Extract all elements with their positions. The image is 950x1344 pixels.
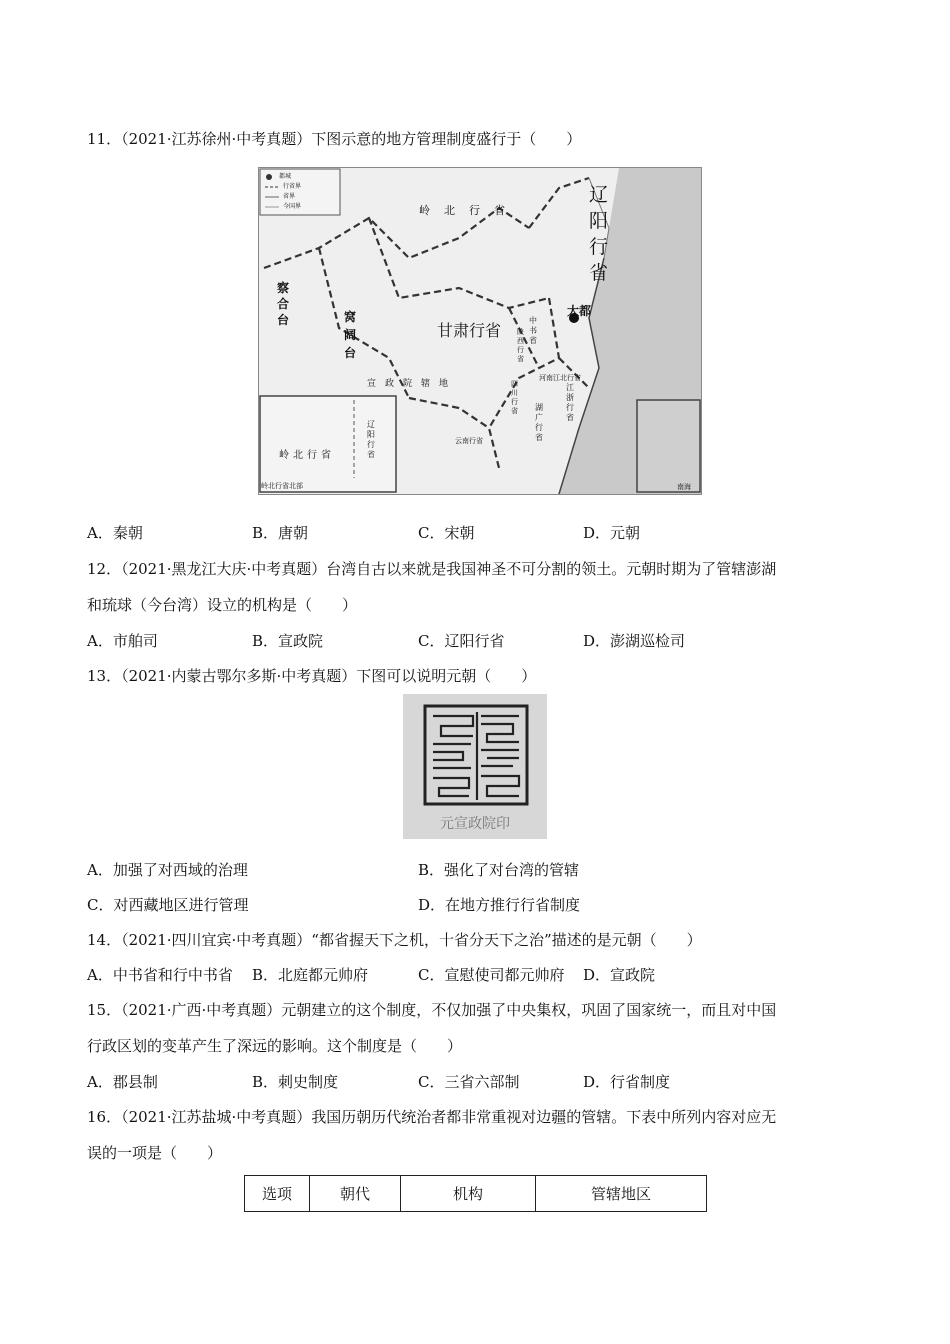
question-11-stem: 11．（2021·江苏徐州·中考真题）下图示意的地方管理制度盛行于（ ）: [87, 130, 582, 148]
q12-option-c[interactable]: C．辽阳行省: [418, 632, 505, 650]
q13-option-d[interactable]: D．在地方推行行省制度: [418, 896, 581, 914]
q13-option-b[interactable]: B．强化了对台湾的管辖: [418, 861, 580, 879]
q11-option-b[interactable]: B．唐朝: [252, 524, 309, 542]
xuanzhengyuan-seal-image: [403, 694, 547, 839]
map-label-chahetai: 察合台: [277, 281, 290, 327]
map-label-inset-lingbei: 岭北行省: [279, 450, 335, 461]
question-16-stem-line2: 误的一项是（ ）: [87, 1144, 223, 1162]
q11-option-a[interactable]: A．秦朝: [87, 524, 143, 542]
question-12-stem-line1: 12．（2021·黑龙江大庆·中考真题）台湾自古以来就是我国神圣不可分割的领土。元朝时期为了管辖澎湖: [87, 560, 777, 578]
q15-option-a[interactable]: A．郡县制: [87, 1073, 158, 1091]
map-label-inset-liaoyang: 辽阳行省: [367, 420, 375, 459]
q12-option-b[interactable]: B．宣政院: [252, 632, 324, 650]
map-label-lingbei: 岭北行省: [419, 204, 519, 217]
map-label-wotai: 窝阔台: [344, 310, 357, 360]
table-header-region: 管辖地区: [536, 1176, 707, 1212]
q15-option-c[interactable]: C．三省六部制: [418, 1073, 520, 1091]
map-label-liaoyang: 辽阳行省: [589, 184, 609, 284]
map-legend-4: 今国界: [283, 203, 302, 210]
question-15-stem-line1: 15．（2021·广西·中考真题）元朝建立的这个制度，不仅加强了中央集权，巩固了国家统一，而且对中国: [87, 1001, 777, 1019]
question-15-stem-line2: 行政区划的变革产生了深远的影响。这个制度是（ ）: [87, 1037, 463, 1055]
q13-option-c[interactable]: C．对西藏地区进行管理: [87, 896, 249, 914]
table-header-institution: 机构: [401, 1176, 536, 1212]
map-label-jiangzhe: 江浙行省: [566, 383, 574, 422]
map-label-sichuan: 四川行省: [511, 380, 518, 415]
q15-option-d[interactable]: D．行省制度: [583, 1073, 671, 1091]
q14-option-c[interactable]: C．宣慰使司都元帅府: [418, 966, 565, 984]
q11-option-d[interactable]: D．元朝: [583, 524, 641, 542]
q11-option-c[interactable]: C．宋朝: [418, 524, 475, 542]
q15-option-b[interactable]: B．刺史制度: [252, 1073, 339, 1091]
question-14-stem: 14．（2021·四川宜宾·中考真题）“都省握天下之机，十省分天下之治”描述的是元朝（ ）: [87, 931, 702, 949]
map-label-inset-title: 岭北行省北部: [261, 482, 303, 490]
question-13-stem: 13．（2021·内蒙古鄂尔多斯·中考真题）下图可以说明元朝（ ）: [87, 667, 537, 685]
map-label-henan: 河南江北行省: [539, 374, 581, 382]
map-label-huguang: 湖广行省: [535, 403, 543, 442]
seal-caption: 元宣政院印: [440, 816, 510, 832]
map-legend-3: 省界: [283, 193, 296, 200]
q13-option-a[interactable]: A．加强了对西域的治理: [87, 861, 248, 879]
table-header-option: 选项: [245, 1176, 310, 1212]
map-legend-2: 行省界: [283, 183, 302, 190]
q14-option-b[interactable]: B．北庭都元帅府: [252, 966, 369, 984]
q14-option-d[interactable]: D．宣政院: [583, 966, 656, 984]
question-16-stem-line1: 16．（2021·江苏盐城·中考真题）我国历朝历代统治者都非常重视对边疆的管辖。下表中所列内容对应无: [87, 1108, 777, 1126]
map-legend-1: 都城: [279, 173, 292, 180]
map-label-xuanzhengyuan: 宣政院辖地: [367, 379, 458, 389]
map-label-shaanxi: 陕西行省: [517, 328, 524, 363]
map-label-gansu: 甘肃行省: [437, 321, 502, 340]
yuan-province-map: [258, 167, 702, 495]
table-header-row: [245, 1176, 707, 1212]
question-12-stem-line2: 和琉球（今台湾）设立的机构是（ ）: [87, 596, 358, 614]
map-label-south-sea: 南海: [677, 483, 691, 491]
q12-option-a[interactable]: A．市舶司: [87, 632, 158, 650]
table-header-dynasty: 朝代: [310, 1176, 401, 1212]
map-label-yunnan: 云南行省: [455, 437, 483, 445]
map-label-zhongshu: 中书省: [529, 316, 537, 345]
seal-drawing: [403, 694, 547, 814]
map-label-dadu: 大都: [567, 304, 592, 318]
q12-option-d[interactable]: D．澎湖巡检司: [583, 632, 686, 650]
q16-options-table: [244, 1175, 707, 1212]
q14-option-a[interactable]: A．中书省和行中书省: [87, 966, 233, 984]
